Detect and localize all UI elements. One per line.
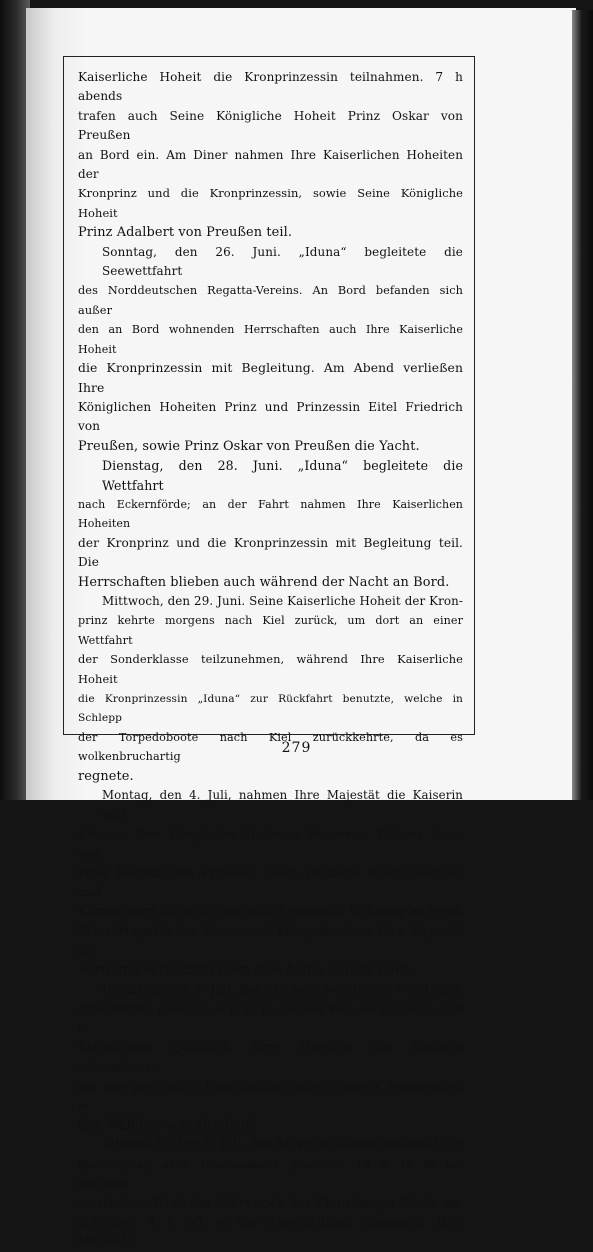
text-line: Königlichen Hoheiten Prinz und Prinzessin Eitel Friedrich von — [78, 399, 463, 434]
text-line: Mittwoch, den 29. Juni. Seine Kaiserliche Hoheit der Kron- — [102, 593, 463, 608]
text-line: Seine Majestät der Kaiser und König brachten Ihre Majestät an — [78, 923, 463, 958]
text-line: Prinz Joachim von Preußen, sowie Hofdame Gräfin Rantzau und — [78, 865, 463, 900]
text-line: Sonntag, den 26. Juni. „Iduna“ begleitete die Seewettfahrt — [102, 244, 463, 279]
text-line: Prinz Adalbert von Preußen teil. — [78, 225, 293, 241]
text-line: Kammerherr Exzellenz von dem Knesebeck Wohnung an Bord. — [78, 904, 463, 919]
text-line: die Kronprinzessin „Iduna“ zur Rückfahrt benutzte, welche in Schlepp — [78, 692, 463, 725]
page-edge — [572, 10, 593, 800]
text-line: Spaziergang nach Hemmelmark gemacht. 10 h 45 m bei leichtem — [78, 1156, 463, 1191]
text-line: Preußen, sowie Prinz Oskar von Preußen die Yacht. — [78, 438, 420, 454]
text-line: den an Bord wohnenden Herrschaften auch Ihre Kaiserliche Hoheit — [78, 323, 463, 356]
text-line: den Wäldern von Altenhof. — [78, 1117, 254, 1133]
text-line: Bord und verweilten etwa eine halbe Stunde dort. — [78, 962, 411, 978]
text-line: nach Eckernförde; an der Fahrt nahmen Ihre Kaiserlichen Hoheiten — [78, 497, 463, 531]
text-line: Mittwoch, den 6. Juli. Am Morgen wurde zunächst ein — [102, 1137, 463, 1153]
text-line: der Sonderklasse teilzunehmen, während Ihre Kaiserliche Hoheit — [78, 652, 463, 686]
text-line: der Torpedoboote nach Kiel zurückkehrte, da es wolkenbruchartig — [78, 730, 463, 764]
text-line: westlichen Wind die Fahrt nach der Flensburger Förde an- — [78, 1195, 463, 1211]
text-line: Eckernförde gesegelt, 9 h 45 m von der Boje losgeworfen, 3 h in — [78, 1001, 463, 1035]
text-line: Herrschaften blieben auch während der Nacht an Bord. — [78, 574, 450, 590]
text-line: mit den prinzlichen Herrschaften einen längeren Spaziergang in — [78, 1079, 463, 1113]
text-line: des Norddeutschen Regatta-Vereins. An Bord befanden sich außer — [78, 284, 463, 317]
text-line: getreten; 4 h 50 m vor Langballigau geankert. Ihre Majestät — [78, 1214, 463, 1249]
text-line: der Kronprinz und die Kronprinzessin mit Begleitung teil. Die — [78, 535, 463, 570]
body-text — [78, 68, 463, 1252]
text-line: an Bord ein. Am Diner nahmen Ihre Kaiserlichen Hoheiten der — [78, 147, 463, 182]
text-line: Dienstag, den 28. Juni. „Iduna“ begleitete die Wettfahrt — [102, 458, 463, 493]
text-line: trafen auch Seine Königliche Hoheit Prinz Oskar von Preußen — [78, 108, 463, 143]
text-line: regnete. — [78, 768, 134, 784]
text-line: Königin, Ihre Königlichen Hoheiten Prinzessin Victoria Luise und — [78, 826, 463, 861]
text-line: Dienstag, den 5. Juli. Bei frischem westlichen Wind nach — [102, 982, 463, 997]
text-line: Kaiserliche Hoheit die Kronprinzessin teilnahmen. 7 h abends — [78, 70, 463, 104]
text-line: Eckernförde geankert. Ihre Majestät die Kaiserin unternahmen — [78, 1040, 463, 1074]
text-line: prinz kehrte morgens nach Kiel zurück, um dort an einer Wettfahrt — [78, 614, 463, 647]
text-line: Montag, den 4. Juli, nahmen Ihre Majestät die Kaiserin und — [102, 788, 463, 822]
page-number: 279 — [281, 740, 312, 756]
text-line: die Kronprinzessin mit Begleitung. Am Abend verließen Ihre — [78, 361, 463, 395]
text-line: Kronprinz und die Kronprinzessin, sowie Seine Königliche Hoheit — [78, 186, 463, 220]
